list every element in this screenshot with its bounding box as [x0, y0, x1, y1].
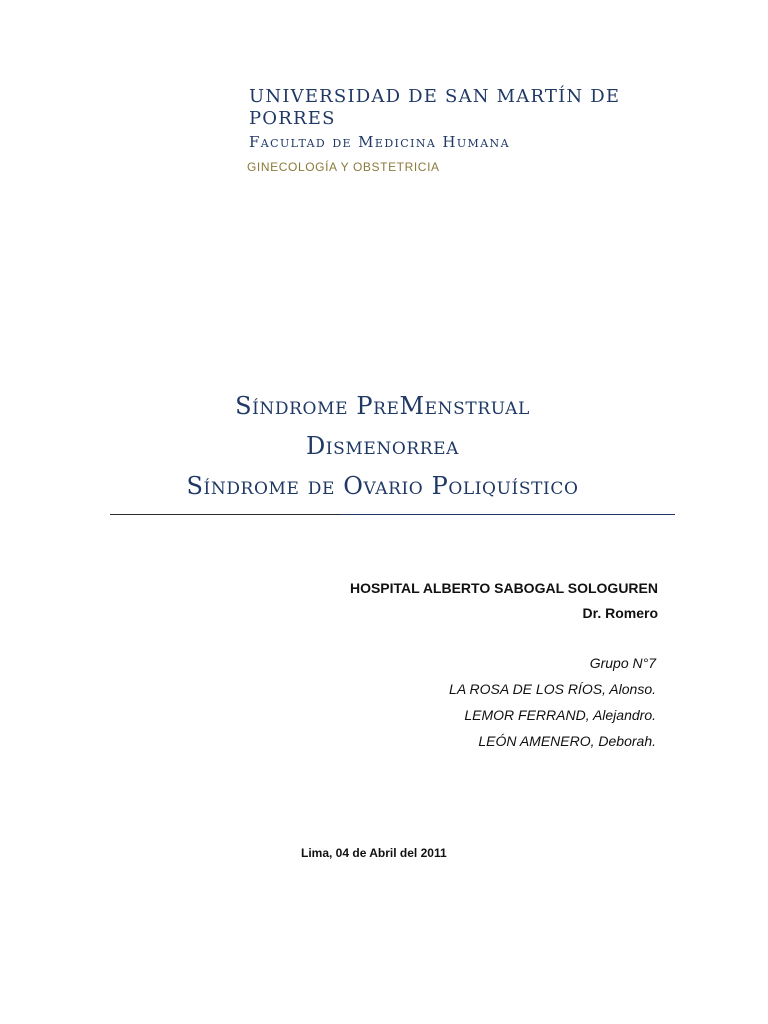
title-divider-accent — [110, 514, 340, 515]
title-line: Síndrome PreMenstrual — [235, 392, 530, 420]
doctor-name: Dr. Romero — [582, 605, 658, 621]
hospital-name: HOSPITAL ALBERTO SABOGAL SOLOGUREN — [349, 580, 658, 596]
title-line: Síndrome de Ovario Poliquístico — [186, 472, 579, 500]
university-name: UNIVERSIDAD DE SAN MARTÍN DE PORRES — [249, 86, 621, 129]
department-name: GINECOLOGÍA Y OBSTETRICIA — [247, 160, 440, 174]
document-titles — [110, 388, 655, 508]
faculty-name: Facultad de Medicina Humana — [249, 133, 510, 151]
title-line: Dismenorrea — [305, 432, 460, 460]
group-member: LEÓN AMENERO, Deborah. — [478, 733, 656, 749]
group-label: Grupo N°7 — [589, 655, 656, 671]
group-member: LEMOR FERRAND, Alejandro. — [464, 707, 656, 723]
group-member: LA ROSA DE LOS RÍOS, Alonso. — [449, 681, 656, 697]
document-date: Lima, 04 de Abril del 2011 — [301, 846, 447, 860]
group-block — [449, 652, 656, 756]
